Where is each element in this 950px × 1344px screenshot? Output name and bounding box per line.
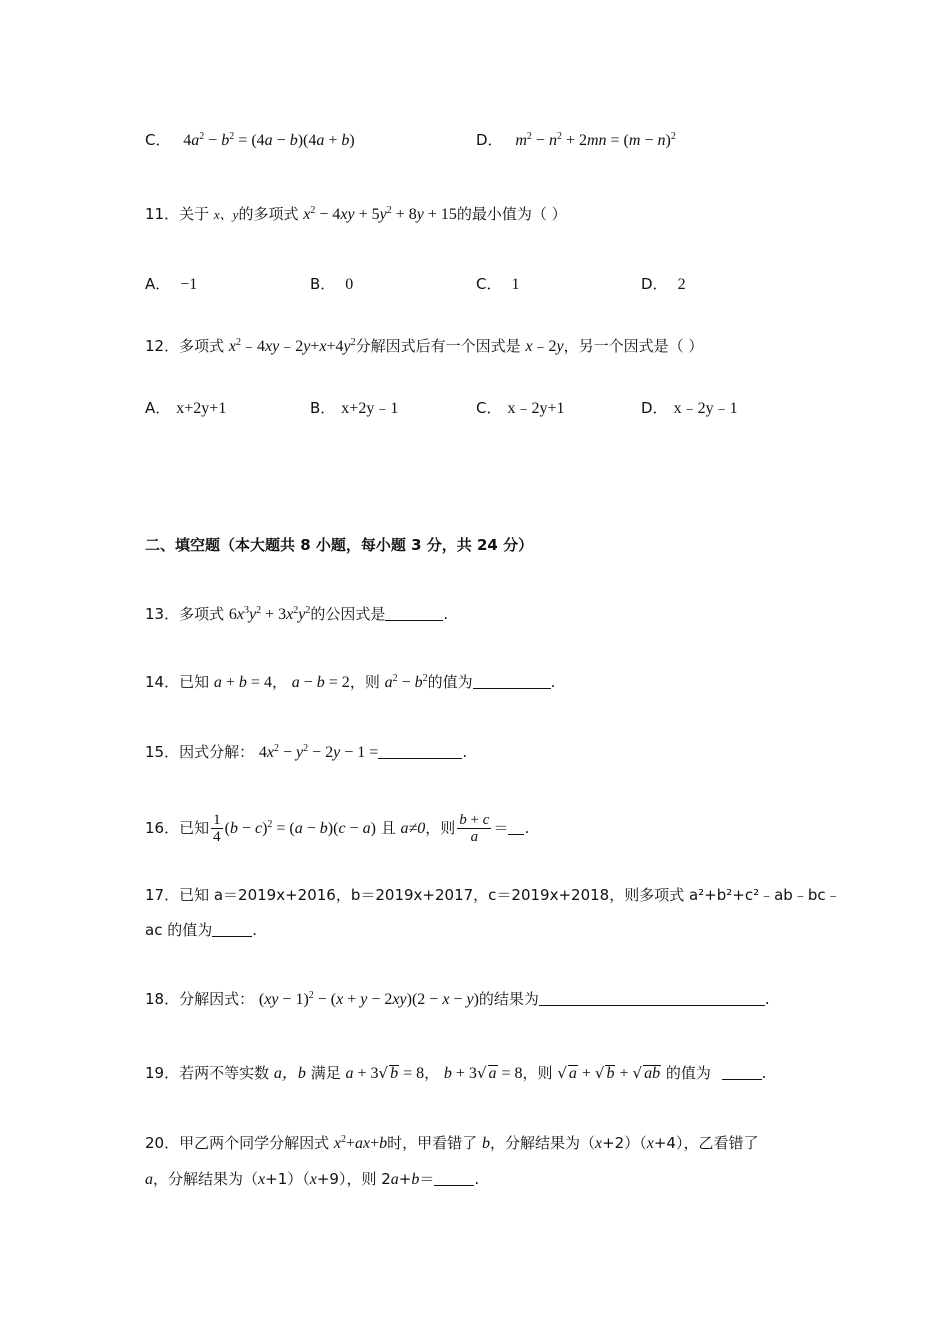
- q16-stem: [145, 812, 529, 845]
- q11-vars: x、y: [213, 207, 239, 222]
- q18-stem: [145, 988, 770, 1011]
- q19-mid: 满足: [310, 1064, 341, 1082]
- q13-polynomial: $6x^3y^2 + 3x^2y^2$: [228, 605, 311, 623]
- q20-text: ＝: [419, 1170, 435, 1188]
- option-value: x+2y﹣1: [341, 400, 399, 417]
- q12-prefix: 多项式: [179, 337, 225, 355]
- q20-var-a: a: [145, 1171, 153, 1188]
- q16-answer-blank[interactable]: [508, 818, 524, 835]
- q19-eq1: a + 3√ b = 8: [345, 1064, 425, 1082]
- q10-option-c: [145, 129, 355, 152]
- q10-option-d: [476, 129, 676, 152]
- q12-number: 12．: [145, 337, 180, 355]
- q16-number: 16．: [145, 819, 180, 837]
- q12-option-a: [145, 397, 226, 420]
- q18-prefix: 分解因式：: [179, 990, 255, 1008]
- q14-answer-blank[interactable]: [473, 672, 551, 689]
- q12-option-b: [310, 397, 398, 420]
- q15-answer-blank[interactable]: [378, 742, 462, 759]
- q12-stem: [145, 335, 703, 358]
- option-label: A．: [145, 275, 171, 293]
- q13-stem: [145, 603, 448, 626]
- q16-target-fraction: $\frac{b + c}{a}$: [459, 812, 490, 845]
- option-label: B．: [310, 399, 336, 417]
- q10-c-formula: $4a^2 - b^2 = (4a - b)(4a + b)$: [183, 131, 355, 149]
- q19-prefix: 若两不等实数: [179, 1064, 270, 1082]
- option-value: 1: [511, 276, 520, 293]
- q20-var-a: a: [390, 1171, 399, 1188]
- q19-answer-blank[interactable]: [722, 1063, 762, 1080]
- q12-tail: ，另一个因式是（ ）: [563, 337, 704, 355]
- q19-tail: 的值为: [665, 1064, 711, 1082]
- q11-prefix: 关于: [179, 205, 210, 223]
- q15-stem: [145, 741, 467, 764]
- q11-option-c: [476, 273, 519, 296]
- q20-text: ，分解结果为（: [153, 1170, 259, 1188]
- q19-end: .: [761, 1064, 767, 1082]
- option-value: x+2y+1: [176, 400, 227, 417]
- q11-suffix: 的多项式: [238, 205, 299, 223]
- option-value: 0: [345, 276, 354, 293]
- q13-number: 13．: [145, 605, 180, 623]
- section-2-heading: 二、填空题（本大题共 8 小题，每小题 3 分，共 24 分）: [145, 536, 534, 554]
- q18-expression: (xy − 1)$^2$ − (x + y − 2xy)(2 − x − y): [258, 990, 479, 1008]
- q20-text: +: [398, 1170, 412, 1188]
- q20-line2: [145, 1168, 479, 1191]
- q13-end: .: [443, 605, 449, 623]
- q20-line1: [145, 1132, 758, 1155]
- q19-stem: [145, 1062, 766, 1085]
- q11-stem: [145, 203, 567, 226]
- q19-then: ，则: [522, 1064, 553, 1082]
- q20-var-b: b: [481, 1135, 490, 1152]
- q14-stem: [145, 671, 555, 694]
- q12-polynomial: $x^2﹣4xy﹣2y+x+4y^2$: [228, 337, 356, 355]
- q18-answer-blank[interactable]: [539, 989, 765, 1006]
- q15-end: .: [462, 743, 468, 761]
- q17-text1: 已知 a＝2019x+2016，b＝2019x+2017，c＝2019x+2018，则多项式 a²+b²+c²﹣ab﹣bc﹣: [179, 886, 841, 904]
- q20-text: +4），乙看错了: [653, 1134, 759, 1152]
- q19-vars: a，b: [273, 1065, 306, 1082]
- q12-middle: 分解因式后有一个因式是: [355, 337, 521, 355]
- q14-eq2: a − b = 2: [291, 674, 350, 691]
- q13-prefix: 多项式: [179, 605, 225, 623]
- option-label: C．: [476, 275, 502, 293]
- q18-tail: 的结果为: [478, 990, 539, 1008]
- q19-expr: √ a + √ b + √ ab: [557, 1064, 661, 1082]
- q16-condition: a≠0: [400, 820, 426, 837]
- option-label: A．: [145, 399, 171, 417]
- q18-end: .: [764, 990, 770, 1008]
- q11-option-d: [641, 273, 686, 296]
- q14-number: 14．: [145, 673, 180, 691]
- q20-var-b: b: [411, 1171, 420, 1188]
- q20-text: +2）（: [602, 1134, 647, 1152]
- q10-c-label: C．: [145, 131, 171, 149]
- q16-prefix: 已知: [179, 819, 210, 837]
- option-label: C．: [476, 399, 502, 417]
- q14-end: .: [550, 673, 556, 691]
- q17-end: .: [252, 921, 257, 939]
- option-value: x﹣2y+1: [507, 400, 565, 417]
- q15-prefix: 因式分解：: [179, 743, 255, 761]
- q20-end: .: [474, 1170, 480, 1188]
- q11-tail: 的最小值为（ ）: [456, 205, 567, 223]
- q12-option-d: [641, 397, 738, 420]
- q20-answer-blank[interactable]: [434, 1169, 474, 1186]
- q14-then: ，则: [349, 673, 380, 691]
- q14-tail: 的值为: [427, 673, 473, 691]
- q20-polynomial: $x^2+ax+b$: [333, 1134, 388, 1152]
- option-value: x﹣2y﹣1: [673, 400, 738, 417]
- q17-text2: ac 的值为: [145, 921, 213, 939]
- q12-option-c: [476, 397, 565, 420]
- option-label: D．: [641, 399, 668, 417]
- q18-number: 18．: [145, 990, 180, 1008]
- q20-text: ，分解结果为（: [489, 1134, 595, 1152]
- q16-and: 且: [380, 819, 396, 837]
- q16-then: ，则: [425, 819, 456, 837]
- q12-factor: x﹣2y: [525, 338, 564, 355]
- q16-quarter-fraction: $\frac{1}{4}$: [213, 812, 221, 845]
- q11-number: 11．: [145, 205, 180, 223]
- q20-var-x: x: [258, 1171, 266, 1188]
- q14-expr: $a^2 - b^2$: [384, 673, 428, 691]
- q10-d-label: D．: [476, 131, 503, 149]
- q20-var-x: x: [594, 1135, 603, 1152]
- option-value: −1: [180, 276, 198, 293]
- q16-equation: $(b - c)^2 = (a - b)(c - a)$: [224, 819, 376, 837]
- q15-polynomial: $4x^2 - y^2 - 2y - 1$ =: [258, 743, 379, 761]
- q20-text: +1）（: [265, 1170, 310, 1188]
- q20-text: 甲乙两个同学分解因式: [179, 1134, 330, 1152]
- q19-comma: ，: [424, 1064, 440, 1082]
- q19-eq2: b + 3√ a = 8: [443, 1064, 523, 1082]
- q11-option-a: [145, 273, 197, 296]
- q16-end: .: [524, 819, 530, 837]
- q17-answer-blank[interactable]: [212, 920, 252, 937]
- q14-comma: ，: [271, 673, 287, 691]
- q11-polynomial: $x^2 - 4xy + 5y^2 + 8y + 15$: [303, 205, 457, 223]
- q14-eq1: a + b = 4: [213, 674, 272, 691]
- q16-eq: ＝: [493, 819, 509, 837]
- q20-var-x: x: [309, 1171, 317, 1188]
- option-label: D．: [641, 275, 668, 293]
- q20-text: +9），则 2: [316, 1170, 391, 1188]
- option-value: 2: [677, 276, 686, 293]
- q20-var-x: x: [646, 1135, 654, 1152]
- q19-number: 19．: [145, 1064, 180, 1082]
- q14-prefix: 已知: [179, 673, 210, 691]
- q10-d-formula: $m^2 - n^2 + 2mn = (m - n)^2$: [515, 131, 676, 149]
- q17-number: 17．: [145, 886, 180, 904]
- q20-text: 时，甲看错了: [387, 1134, 478, 1152]
- q15-number: 15．: [145, 743, 180, 761]
- q13-tail: 的公因式是: [310, 605, 386, 623]
- q17-line2: [145, 919, 257, 941]
- q17-line1: [145, 884, 841, 906]
- q20-number: 20．: [145, 1134, 180, 1152]
- q11-option-b: [310, 273, 353, 296]
- q13-answer-blank[interactable]: [385, 604, 443, 621]
- option-label: B．: [310, 275, 336, 293]
